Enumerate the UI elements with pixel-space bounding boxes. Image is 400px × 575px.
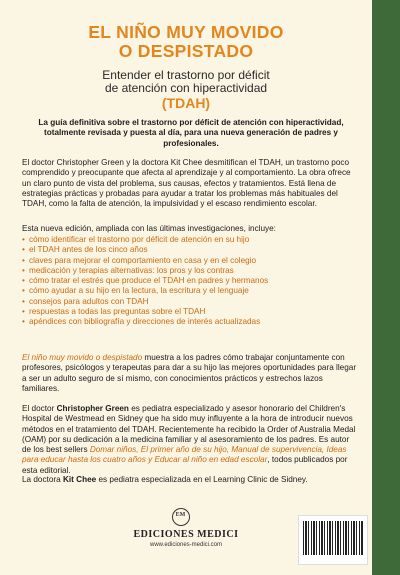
book-title-line2: O DESPISTADO (118, 41, 254, 61)
author2-bio: La doctora Kit Chee es pediatra especializada en el Learning Clinic de Sidney. (22, 475, 308, 484)
list-item: • cómo tratar el estrés que produce el TDAH en padres y hermanos (22, 276, 269, 286)
bullet-icon: • (22, 286, 25, 296)
bullet-icon: • (22, 255, 25, 265)
book-title-line1: EL NIÑO MUY MOVIDO (88, 22, 284, 42)
bullet-icon: • (22, 276, 25, 286)
acronym-heading: (TDAH) (161, 95, 211, 111)
list-item: • el TDAH antes de los cinco años (22, 245, 148, 255)
contents-list (22, 235, 360, 328)
subtitle-line2: de atención con hiperactividad (104, 81, 268, 95)
bullet-icon: • (22, 307, 25, 317)
publisher-logo-icon: EM (172, 508, 190, 526)
bullet-icon: • (22, 245, 25, 255)
author2-name: Kit Chee (62, 475, 97, 484)
publisher-name: EDICIONES MEDICI (133, 529, 239, 540)
other-books: Domar niños, El primer año de su hijo, Manual de supervivencia, Ideas para educar hasta los cuatro años y Educar al niño en edad escolar (22, 445, 347, 465)
list-item: • claves para mejorar el comportamiento en casa y en el colegio (22, 255, 257, 265)
author1-bio: El doctor Christopher Green es pediatra especializado y asesor honorario del Children's Hospital de Westmead en Sidney que ha sido muy influyente a la hora de introducir nuevos métodos en el tratamiento del TDAH. Recientemente ha recibido la Order of Australia Medal (OAM) por su dedicación a la medicina familiar y al asesoramiento de los padres. Es autor de los best sellers Domar niños, El primer año de su hijo, Manual de supervivencia, Ideas para educar hasta los cuatro años y Educar al niño en edad escolar, todos publicados por esta editorial. (22, 404, 356, 475)
author1-name: Christopher Green (56, 404, 129, 413)
subtitle-line1: Entender el trastorno por déficit (102, 68, 270, 82)
description-paragraph: El doctor Christopher Green y la doctora Kit Chee desmitifican el TDAH, un trastorno poco comprendido y preocupante que afecta al aprendizaje y al comportamiento. La obra ofrece un claro punto de vista del problema, sus causas, efectos y tratamientos. Está llena de estrategias prácticas y probadas para ayudar a tratar los problemas más habituales del TDAH, como la falta de atención, la impulsividad y el escaso rendimiento escolar. (22, 158, 351, 209)
publisher-website: www.ediciones-medici.com (149, 542, 223, 548)
bullet-icon: • (22, 296, 25, 306)
list-item: • cómo identificar el trastorno por déficit de atención en su hijo (22, 235, 250, 244)
bullet-icon: • (22, 317, 25, 327)
list-item: • medicación y terapias alternativas: los pros y los contras (22, 265, 234, 275)
bullet-icon: • (22, 265, 25, 275)
book-title-inline: El niño muy movido o despistado (22, 353, 143, 362)
lead-paragraph: La guía definitiva sobre el trastorno por déficit de atención con hiperactividad, totalmente revisada y puesta al día, para una nueva generación de padres y profesionales. (38, 118, 344, 148)
list-item: • consejos para adultos con TDAH (22, 296, 149, 306)
list-item: • respuestas a todas las preguntas sobre el TDAH (22, 307, 206, 317)
bullet-icon: • (22, 235, 25, 244)
parents-paragraph: El niño muy movido o despistado muestra a los padres cómo trabajar conjuntamente con profesores, psicólogos y terapeutas para dar a su hijo las mejores oportunidades para llegar a ser un adulto seguro de sí mismo, con conocimientos prácticos y estrechos lazos familiares. (22, 353, 357, 393)
barcode-icon (298, 515, 368, 565)
list-item: • apéndices con bibliografía y direcciones de interés actualizadas (22, 317, 261, 327)
list-item: • cómo ayudar a su hijo en la lectura, la escritura y el lenguaje (22, 286, 249, 296)
edition-intro: Esta nueva edición, ampliada con las últimas investigaciones, incluye: (22, 224, 276, 233)
book-spine (372, 0, 400, 575)
